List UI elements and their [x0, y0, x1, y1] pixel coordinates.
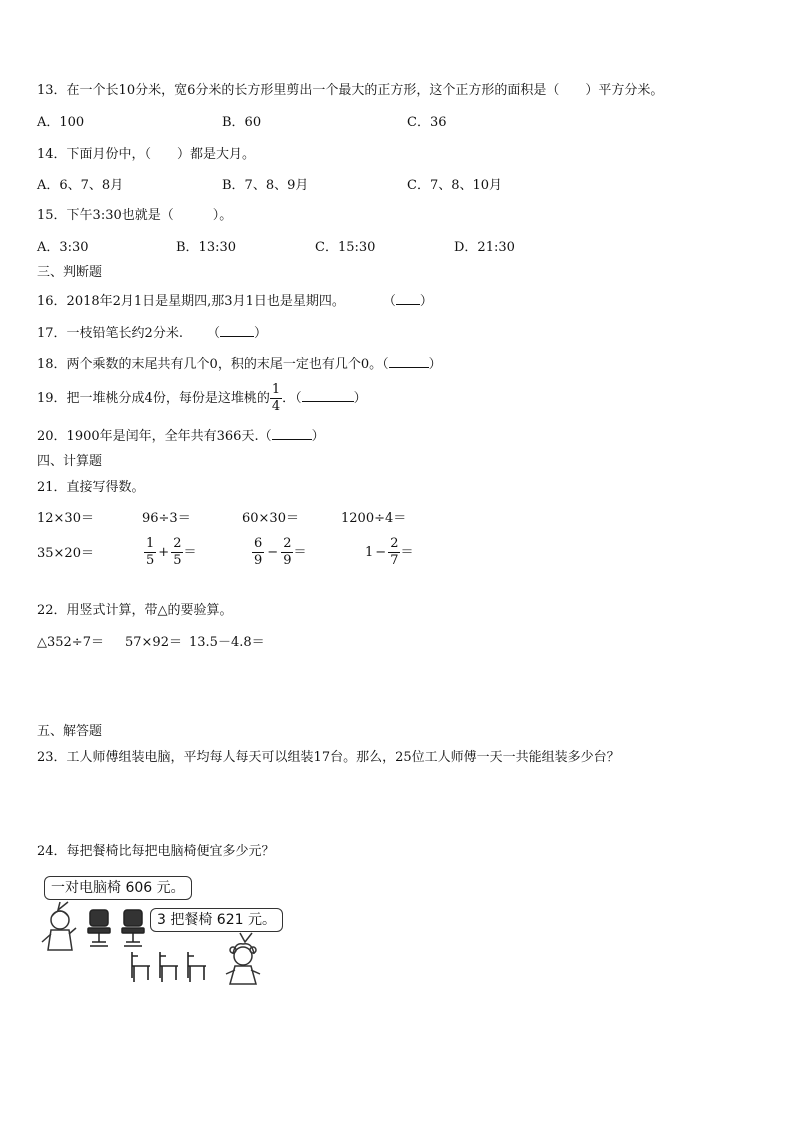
q14-option-b: B．7、8、9月	[222, 178, 309, 193]
question-17: 17．一枝铅笔长约2分米. （ ）	[37, 326, 267, 341]
q15-option-d: D．21:30	[454, 240, 515, 255]
q13-option-a: A．100	[37, 115, 85, 130]
speech-bubble-computer-chairs: 一对电脑椅 606 元。	[44, 876, 192, 900]
question-24-text: 24．每把餐椅比每把电脑椅便宜多少元？	[37, 844, 275, 859]
question-21-text: 21．直接写得数。	[37, 480, 145, 495]
q15-option-c: C．15:30	[315, 240, 376, 255]
answer-blank[interactable]	[272, 427, 312, 440]
question-20-text: 20．1900年是闰年，全年共有366天.	[37, 429, 259, 444]
calc-item-one-minus-fraction: 1 − $\frac{2}{7}$ ＝	[365, 536, 414, 568]
section-heading-true-false: 三、判断题	[37, 265, 103, 280]
calc-item: 12×30＝	[37, 511, 94, 526]
question-16: 16．2018年2月1日是星期四,那3月1日也是星期四。 （ ）	[37, 294, 433, 309]
question-14-text: 14．下面月份中，（ ）都是大月。	[37, 147, 256, 162]
illustration-chairs	[40, 870, 290, 990]
answer-blank[interactable]	[396, 292, 420, 305]
calc-item-fraction-sum: $\frac{1}{5}$ + $\frac{2}{5}$ ＝	[146, 536, 197, 568]
vertical-calc-item: 13.5－4.8＝	[189, 635, 265, 650]
calc-item: 35×20＝	[37, 546, 94, 561]
question-16-text: 16．2018年2月1日是星期四,那3月1日也是星期四。	[37, 294, 345, 309]
question-19: 19．把一堆桃分成4份，每份是这堆桃的 $\frac{1}{4}$ ．（ ）	[37, 382, 367, 414]
speech-bubble-dining-chairs: 3 把餐椅 621 元。	[150, 908, 283, 932]
answer-blank[interactable]	[220, 324, 254, 337]
question-15-text: 15．下午3:30也就是（ ）。	[37, 208, 233, 223]
q15-option-b: B．13:30	[176, 240, 237, 255]
answer-blank[interactable]	[389, 355, 429, 368]
question-23-text: 23．工人师傅组装电脑，平均每人每天可以组装17台。那么，25位工人师傅一天一共能组装多少台？	[37, 750, 620, 765]
q13-option-c: C．36	[407, 115, 447, 130]
q13-option-b: B．60	[222, 115, 262, 130]
section-heading-calculation: 四、计算题	[37, 454, 103, 469]
answer-blank[interactable]	[302, 389, 354, 402]
question-19-text: 19．把一堆桃分成4份，每份是这堆桃的	[37, 391, 270, 406]
chairs-and-children-drawing	[40, 870, 290, 990]
calc-item: 60×30＝	[242, 511, 299, 526]
question-17-text: 17．一枝铅笔长约2分米.	[37, 326, 183, 341]
fraction: $\frac{1}{4}$	[271, 382, 281, 414]
calc-item: 96÷3＝	[142, 511, 191, 526]
vertical-calc-item: 57×92＝	[125, 635, 182, 650]
q14-option-c: C．7、8、10月	[407, 178, 503, 193]
question-18-text: 18．两个乘数的末尾共有几个0，积的末尾一定也有几个0。	[37, 357, 383, 372]
q14-option-a: A．6、7、8月	[37, 178, 124, 193]
calc-item-fraction-difference: $\frac{6}{9}$ − $\frac{2}{9}$ ＝	[254, 536, 307, 568]
vertical-calc-item: △352÷7＝	[37, 635, 104, 650]
question-13-text: 13．在一个长10分米，宽6分米的长方形里剪出一个最大的正方形，这个正方形的面积是（ ）平方分米。	[37, 83, 664, 98]
question-18: 18．两个乘数的末尾共有几个0，积的末尾一定也有几个0。（ ）	[37, 357, 442, 372]
calc-item: 1200÷4＝	[341, 511, 407, 526]
q15-option-a: A．3:30	[37, 240, 89, 255]
section-heading-word-problems: 五、解答题	[37, 724, 103, 739]
question-20: 20．1900年是闰年，全年共有366天.（ ）	[37, 429, 325, 444]
question-22-text: 22．用竖式计算，带△的要验算。	[37, 603, 233, 618]
